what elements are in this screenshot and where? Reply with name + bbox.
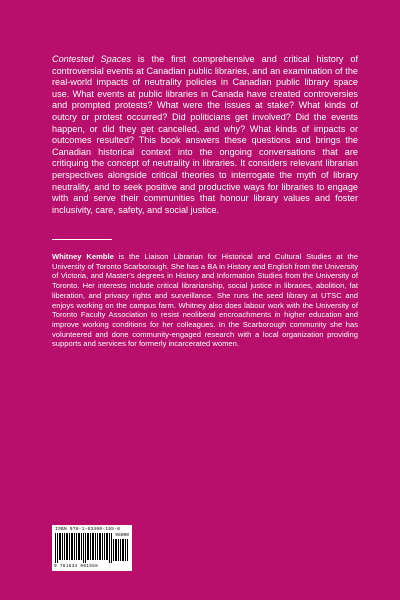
description-text: is the first comprehensive and critical history of controversial events at Canadian public libraries, and an examination of the real-world impacts of neutrality policies in Canadian public library space use. What events at public libraries in Canada have created controversies and prompted protests? What were the issues at stake? What kinds of outcry or protest occurred? Did politicians get involved? Did the events happen, or did they get cancelled, and why? What kinds of impacts or outcomes resulted? This book answers these questions and brings the Canadian historical context into the ongoing conversations that are critiquing the concept of neutrality in libraries. It considers relevant librarian perspectives alongside critical theories to interrogate the myth of library neutrality, and to seek positive and productive ways for libraries to engage with and serve their communities that honour library values and foster inclusivity, care, safety, and social justice. (52, 54, 358, 215)
author-name: Whitney Kemble (52, 252, 114, 261)
book-description (52, 54, 358, 216)
price-barcode-icon (113, 539, 129, 561)
section-divider (52, 239, 112, 240)
isbn-barcode (52, 525, 132, 571)
isbn-label: ISBN 978-1-63400-155-8 (55, 527, 121, 532)
book-title: Contested Spaces (52, 54, 131, 64)
barcode-digits: 9 781634 001558 (54, 564, 99, 569)
barcode-bars-icon (55, 533, 113, 563)
bio-text: is the Liaison Librarian for Historical and Cultural Studies at the University of Toronto Scarborough. She has a BA in History and English from the University of Victoria, and Master’s degrees in History and Information Studies from the University of Toronto. Her interests include critical librarianship, social justice in libraries, abolition, fat liberation, and privacy rights and surveillance. She runs the seed library at UTSC and enjoys working on the campus farm. Whitney also does labour work with the University of Toronto Faculty Association to resist neoliberal encroachments in higher education and improve working conditions for her colleagues. In the Scarborough community she has volunteered and done community-engaged research with a local organization providing supports and services for formerly incarcerated women. (52, 252, 358, 349)
price-code: 95000 (115, 533, 129, 538)
author-bio (52, 252, 358, 349)
